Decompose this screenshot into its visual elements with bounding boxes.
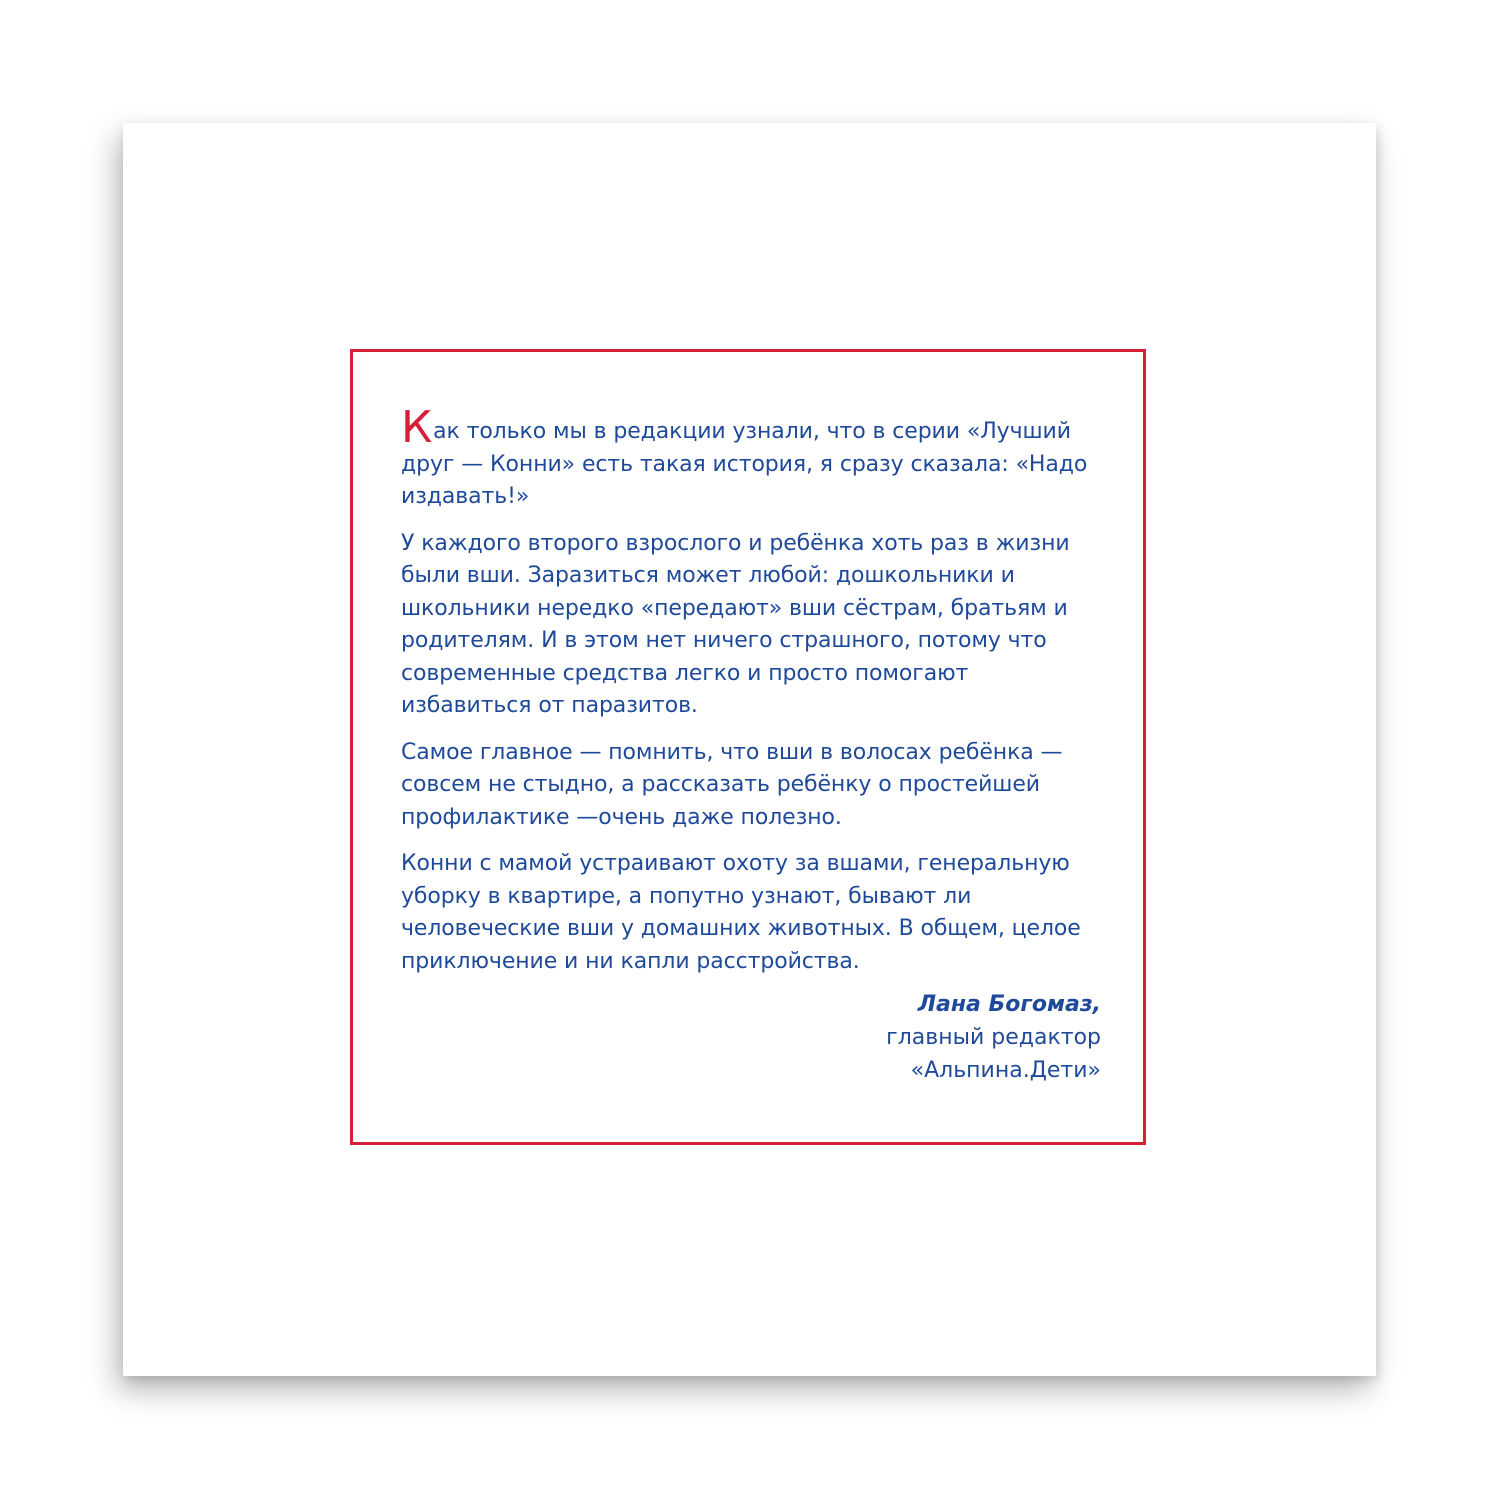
editor-note-text: [401, 402, 1101, 992]
signature-org: «Альпина.Дети»: [910, 1058, 1101, 1083]
paragraph-4: Конни с мамой устраивают охоту за вшами, генеральную уборку в квартире, а попутно узнают, бывают ли человеческие вши у домашних животных. В общем, целое приключение и ни капли расстройства.: [401, 851, 1081, 974]
book-page: [123, 123, 1376, 1376]
paragraph-2: У каждого второго взрослого и ребёнка хоть раз в жизни были вши. Заразиться может любой: дошкольники и школьники нередко «передают» вши сёстрам, братьям и родителям. И в этом нет ничего страшного, потому что современные средства легко и просто помогают избавиться от паразитов.: [401, 530, 1070, 718]
signature-block: [886, 988, 1101, 1087]
signature-name: Лана Богомаз,: [917, 992, 1101, 1017]
paragraph-1-text: ак только мы в редакции узнали, что в серии «Лучший друг — Конни» есть такая история, я сразу сказала: «Надо издавать!»: [401, 419, 1088, 509]
paragraph-3: Самое главное — помнить, что вши в волосах ребёнка — совсем не стыдно, а рассказать ребёнку о простейшей профилактике —очень даже полезно.: [401, 739, 1063, 830]
signature-role: главный редактор: [886, 1025, 1101, 1050]
paragraph-1: [401, 402, 1101, 514]
red-frame: [350, 349, 1146, 1145]
drop-cap: К: [401, 402, 433, 453]
